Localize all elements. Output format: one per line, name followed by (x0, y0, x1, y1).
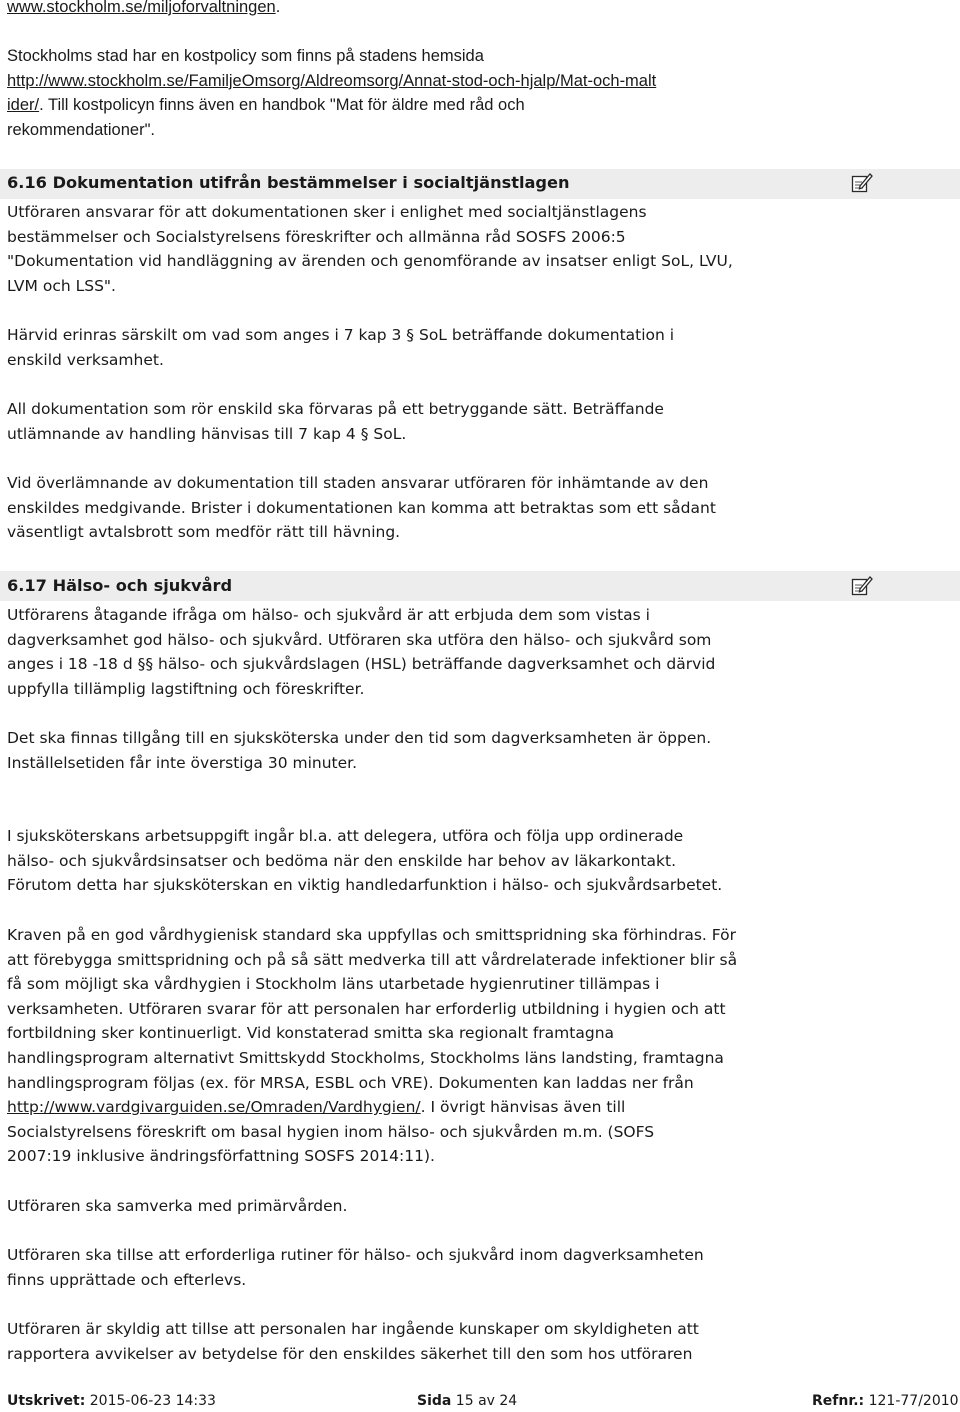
s617-p1-line: Utförarens åtagande ifråga om hälso- och sjukvård är att erbjuda dem som vistas i (7, 606, 650, 624)
s617-p4 (7, 923, 737, 1169)
s617-p4-line: Kraven på en god vårdhygienisk standard ska uppfyllas och smittspridning ska förhindras. För (7, 926, 736, 944)
s617-p2 (7, 726, 711, 775)
vardhygien-link[interactable]: http://www.vardgivarguiden.se/Omraden/Vardhygien/ (7, 1098, 421, 1117)
edit-icon[interactable] (851, 172, 873, 194)
intro-line-4-tail: . Till kostpolicyn finns även en handbok "Mat för äldre med råd och (39, 96, 525, 114)
s617-p2-line: Inställelsetiden får inte överstiga 30 minuter. (7, 753, 358, 772)
s616-p2 (7, 323, 674, 372)
kostpolicy-link-cont[interactable]: ider/ (7, 96, 40, 114)
s617-p1-line: anges i 18 -18 d §§ hälso- och sjukvårdslagen (HSL) beträffande dagverksamhet och därvid (7, 655, 716, 674)
intro-line-2: Stockholms stad har en kostpolicy som finns på stadens hemsida (7, 47, 484, 65)
footer-printed-label: Utskrivet: (7, 1393, 86, 1409)
s616-p2-line: enskild verksamhet. (7, 350, 164, 369)
s617-p3 (7, 824, 722, 898)
s616-p1-line: bestämmelser och Socialstyrelsens föreskrifter och allmänna råd SOSFS 2006:5 (7, 227, 626, 246)
s616-p1-line: "Dokumentation vid handläggning av ärenden och genomförande av insatser enligt SoL, LVU, (7, 252, 733, 271)
footer-ref (812, 1393, 959, 1409)
kostpolicy-link[interactable]: http://www.stockholm.se/FamiljeOmsorg/Aldreomsorg/Annat-stod-och-hjalp/Mat-och-malt (7, 72, 657, 90)
footer-ref-value: 121-77/2010 (864, 1393, 959, 1409)
s616-p1 (7, 200, 733, 298)
s616-p3-line: All dokumentation som rör enskild ska förvaras på ett betryggande sätt. Beträffande (7, 400, 664, 418)
s617-p4-line: Socialstyrelsens föreskrift om basal hygien inom hälso- och sjukvården m.m. (SOFS (7, 1122, 655, 1141)
s617-p4-line: handlingsprogram följas (ex. för MRSA, ESBL och VRE). Dokumenten kan laddas ner från (7, 1073, 694, 1092)
s616-p3 (7, 397, 664, 446)
s617-p6 (7, 1243, 704, 1292)
s617-p1 (7, 603, 715, 701)
footer-page (417, 1393, 517, 1409)
s617-p4-link-line (7, 1095, 737, 1120)
s616-p2-line: Härvid erinras särskilt om vad som anges i 7 kap 3 § SoL beträffande dokumentation i (7, 326, 675, 344)
s617-p4-line: handlingsprogram alternativt Smittskydd Stockholms, Stockholms läns landsting, framtagna (7, 1048, 724, 1067)
edit-icon[interactable] (851, 575, 873, 597)
intro-line-5: rekommendationer". (7, 121, 156, 139)
s617-p7-line: Utföraren är skyldig att tillse att personalen har ingående kunskaper om skyldigheten att (7, 1320, 699, 1338)
s617-p4-link-tail: . I övrigt hänvisas även till (420, 1098, 626, 1117)
s616-p4-line: Vid överlämnande av dokumentation till staden ansvarar utföraren för inhämtande av den (7, 474, 709, 492)
s616-p3-line: utlämnande av handling hänvisas till 7 kap 4 § SoL. (7, 424, 407, 443)
footer-printed-value: 2015-06-23 14:33 (85, 1393, 216, 1409)
section-6-16-title: 6.16 Dokumentation utifrån bestämmelser i socialtjänstlagen (7, 173, 570, 192)
miljoforvaltningen-link[interactable]: www.stockholm.se/miljoforvaltningen (7, 0, 276, 16)
s617-p4-line: fortbildning sker kontinuerligt. Vid konstaterad smitta ska regionalt framtagna (7, 1024, 615, 1043)
s617-p1-line: uppfylla tillämplig lagstiftning och föreskrifter. (7, 679, 365, 698)
section-6-17-title: 6.17 Hälso- och sjukvård (7, 576, 233, 595)
footer-printed (7, 1393, 216, 1409)
s617-p4-line: verksamheten. Utföraren svarar för att personalen har erforderlig utbildning i hygien och att (7, 999, 726, 1018)
s617-p3-line: Förutom detta har sjuksköterskan en viktig handledarfunktion i hälso- och sjukvårdsarbetet. (7, 876, 723, 895)
s617-p6-line: Utföraren ska tillse att erforderliga rutiner för hälso- och sjukvård inom dagverksamheten (7, 1246, 704, 1264)
s617-p1-line: dagverksamhet god hälso- och sjukvård. Utföraren ska utföra den hälso- och sjukvård som (7, 630, 712, 649)
intro-line-1 (7, 0, 280, 20)
intro-line-3 (7, 69, 656, 94)
s617-p2-line: Det ska finnas tillgång till en sjuksköterska under den tid som dagverksamheten är öppen. (7, 729, 712, 747)
s617-p7-line: rapportera avvikelser av betydelse för den enskildes säkerhet till den som hos utföraren (7, 1344, 693, 1363)
footer-page-value: 15 av 24 (451, 1393, 518, 1409)
footer-page-label: Sida (417, 1393, 452, 1409)
s616-p1-line: LVM och LSS". (7, 276, 116, 295)
s617-p4-line: 2007:19 inklusive ändringsförfattning SOSFS 2014:11). (7, 1147, 435, 1166)
s616-p1-line: Utföraren ansvarar för att dokumentationen sker i enlighet med socialtjänstlagens (7, 203, 647, 221)
s617-p6-line: finns upprättade och efterlevs. (7, 1270, 247, 1289)
s617-p4-line: att förebygga smittspridning och på så sätt medverka till att vårdrelaterade infektioner blir så (7, 950, 738, 969)
s617-p3-line: hälso- och sjukvårdsinsatser och bedöma när den enskilde har behov av läkarkontakt. (7, 851, 677, 870)
s616-p4 (7, 471, 716, 545)
footer-ref-label: Refnr.: (812, 1393, 865, 1409)
s616-p4-line: enskildes medgivande. Brister i dokumentationen kan komma att betraktas som ett sådant (7, 498, 716, 517)
intro-line-4 (7, 93, 525, 118)
s617-p5: Utföraren ska samverka med primärvården. (7, 1197, 348, 1215)
s617-p7 (7, 1317, 699, 1366)
s617-p3-line: I sjuksköterskans arbetsuppgift ingår bl.a. att delegera, utföra och följa upp ordinerade (7, 827, 684, 845)
s616-p4-line: väsentligt avtalsbrott som medför rätt till hävning. (7, 523, 401, 542)
s617-p4-line: få som möjligt ska vårdhygien i Stockholm läns utarbetade hygienrutiner tillämpas i (7, 975, 660, 994)
intro-line-1-tail: . (275, 0, 281, 16)
